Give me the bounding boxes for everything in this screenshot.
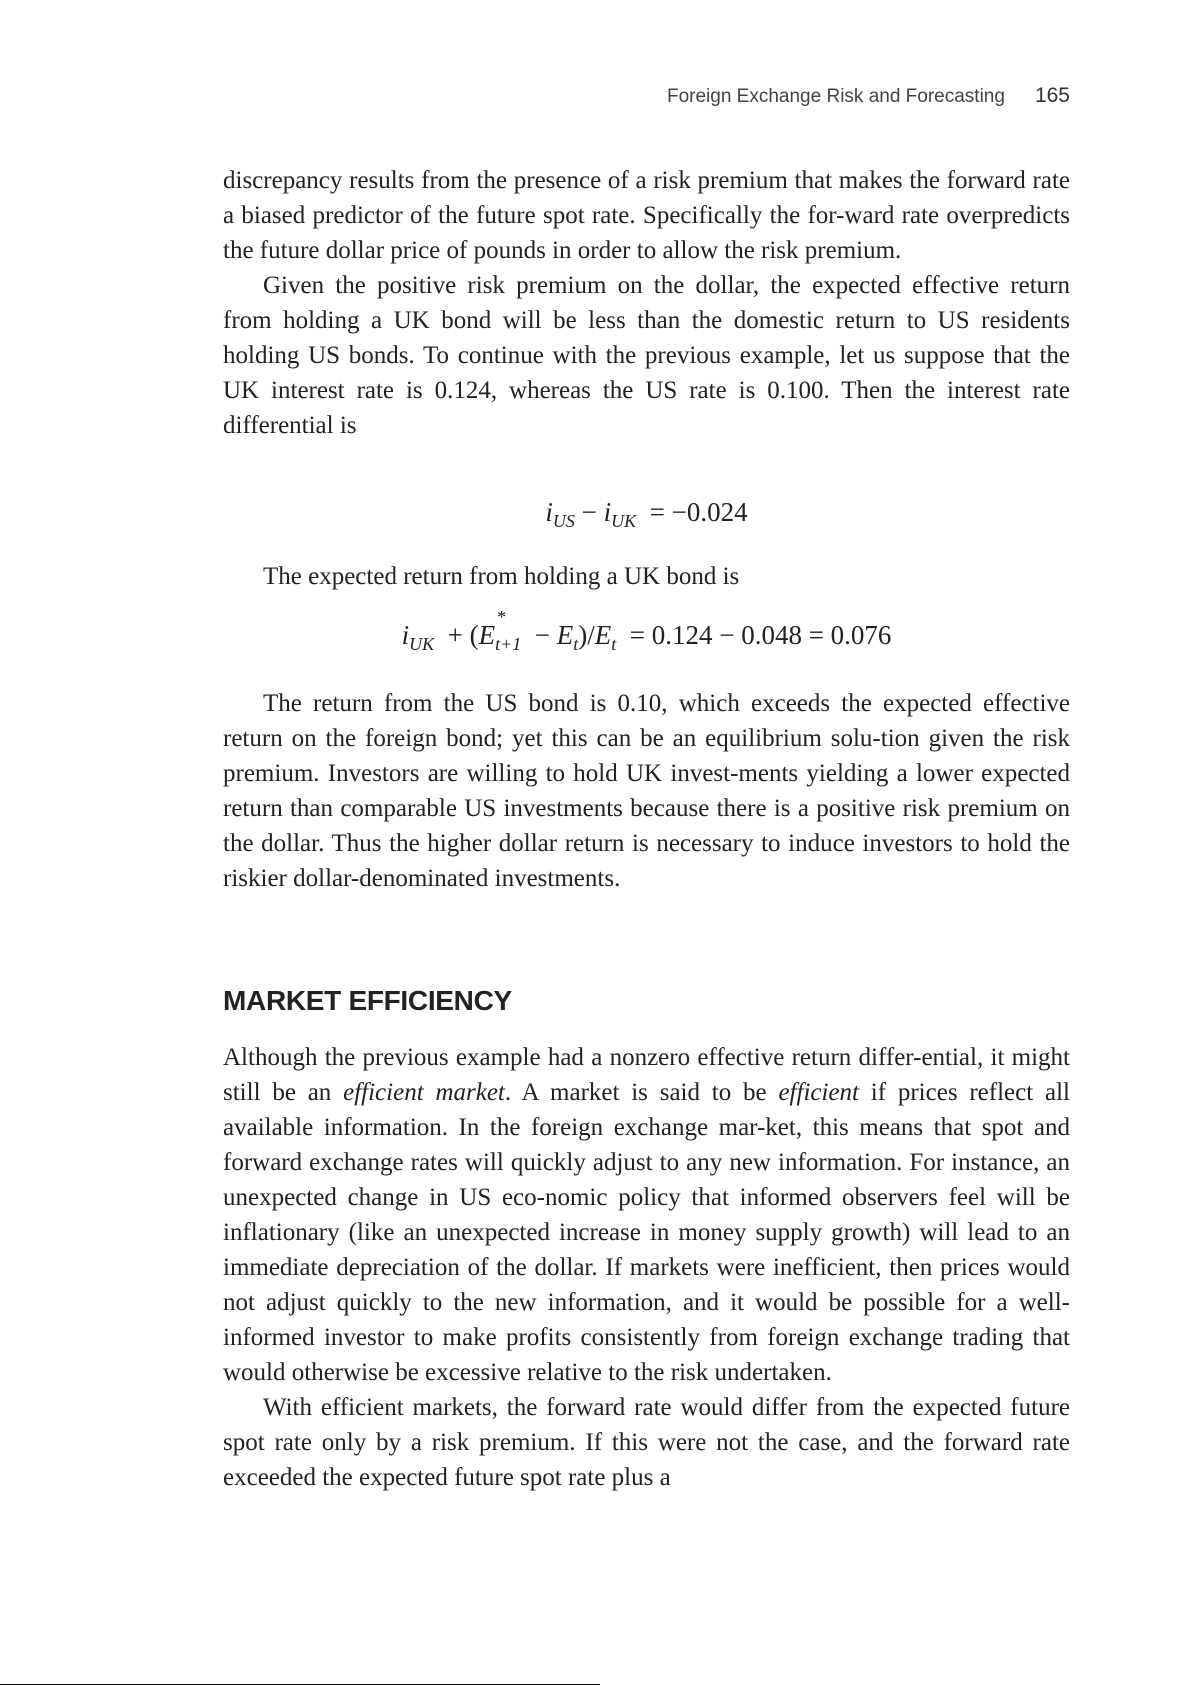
equation-expected-return: [223, 607, 1070, 655]
eq2-sub-uk: UK: [409, 634, 435, 654]
eq2-E3: E: [594, 620, 612, 650]
eq1-i: i: [545, 497, 553, 527]
eq2-sub-t: t: [573, 634, 579, 654]
paragraph-3: The expected return from holding a UK bond is: [263, 563, 740, 590]
text-block-1: [223, 163, 1070, 443]
eq2-close-div: )/: [578, 620, 595, 650]
text-block-3: [223, 686, 1070, 896]
text-block-4: [223, 1040, 1070, 1495]
eq2-star: *: [497, 607, 507, 627]
eq2-plus-open: + (: [447, 620, 479, 650]
paragraph-5-part-b: . A market is said to be: [504, 1079, 779, 1106]
term-efficient-market: efficient market: [343, 1079, 505, 1106]
paragraph-5-part-c: if prices reflect all available information. In the foreign exchange mar-ket, this means that spot and forward exchange rates will quickly adjust to any new information. For instance, an unexpected change in US eco-nomic policy that informed observers feel will be inflationary (like an unexpected increase in money supply growth) will lead to an immediate depreciation of the dollar. If markets were inefficient, then prices would not adjust quickly to the new information, and it would be possible for a well-informed investor to make profits consistently from foreign exchange trading that would otherwise be excessive relative to the risk undertaken.: [223, 1079, 1070, 1386]
eq2-sub-t1: t+1: [495, 634, 522, 654]
eq1-sub-uk: UK: [611, 511, 637, 531]
eq1-rhs: = −0.024: [649, 497, 748, 527]
term-efficient: efficient: [778, 1079, 859, 1106]
section-heading: MARKET EFFICIENCY: [223, 985, 512, 1016]
paragraph-6: With efficient markets, the forward rate would differ from the expected future spot rate only by a risk premium. If this were not the case, and the forward rate exceeded the expected future spot rate plus a: [223, 1394, 1070, 1491]
text-block-2: [223, 559, 1070, 594]
running-title: Foreign Exchange Risk and Forecasting: [666, 86, 1005, 107]
eq2-minus: −: [534, 620, 550, 650]
eq2-i: i: [401, 620, 410, 650]
paragraph-5-part-a: Although the previous example had a nonzero effective return differ-ential, it might still be an: [223, 1044, 1070, 1106]
equation-interest-differential: [223, 497, 1070, 532]
eq2-E: E: [478, 620, 496, 650]
paragraph-5: [223, 1040, 1070, 1390]
eq1-minus: −: [581, 497, 597, 527]
eq1-i-2: i: [603, 497, 612, 527]
paragraph-2: Given the positive risk premium on the dollar, the expected effective return from holding a UK bond will be less than the domestic return to US residents holding US bonds. To continue with the previous example, let us suppose that the UK interest rate is 0.124, whereas the US rate is 0.100. Then the interest rate differential is: [223, 272, 1070, 439]
eq1-sub-us: US: [552, 511, 575, 531]
paragraph-4: The return from the US bond is 0.10, which exceeds the expected effective return on the foreign bond; yet this can be an equilibrium solu-tion given the risk premium. Investors are willing to hold UK invest-ments yielding a lower expected return than comparable US investments because there is a positive risk premium on the dollar. Thus the higher dollar return is necessary to induce investors to hold the riskier dollar-denominated investments.: [223, 690, 1070, 892]
eq2-E2: E: [556, 620, 574, 650]
eq2-rhs: = 0.124 − 0.048 = 0.076: [629, 620, 892, 650]
page-number: 165: [1034, 84, 1070, 107]
paragraph-1: discrepancy results from the presence of a risk premium that makes the forward rate a biased predictor of the future spot rate. Specifically the for-ward rate overpredicts the future dollar price of pounds in order to allow the risk premium.: [223, 167, 1070, 264]
eq2-sub-t2: t: [611, 634, 617, 654]
running-head: [600, 84, 1070, 108]
